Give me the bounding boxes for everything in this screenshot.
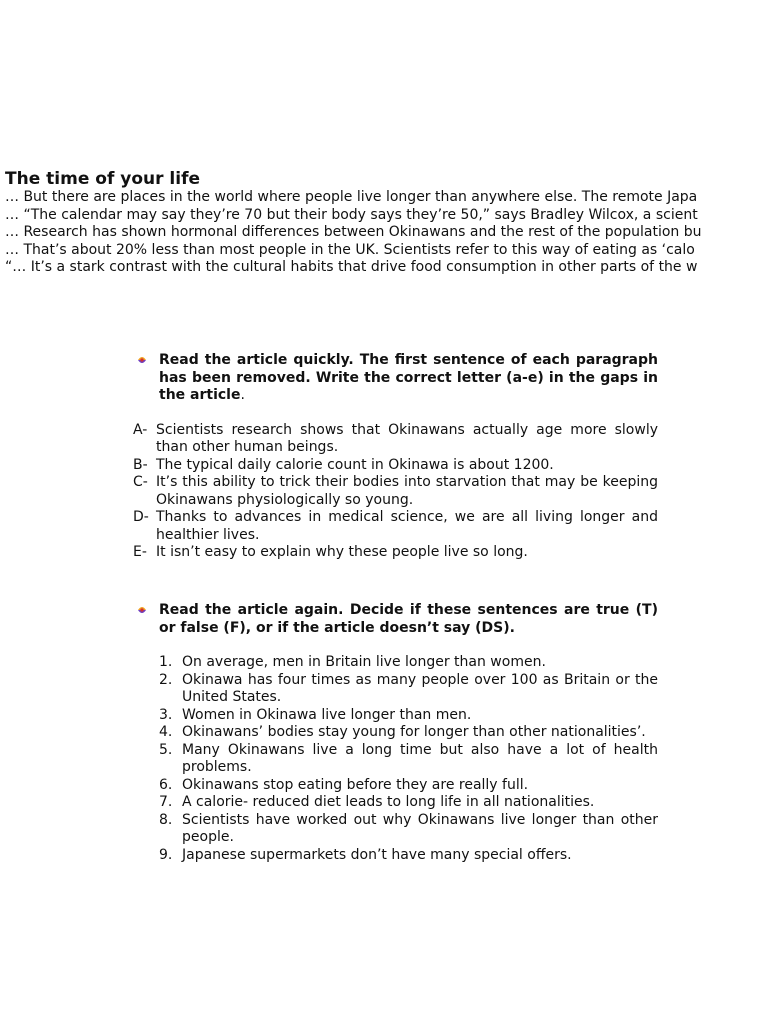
task-2-instruction (133, 602, 658, 637)
task-2 (133, 602, 658, 864)
statement-item (133, 777, 658, 795)
statement-number: 8. (159, 811, 173, 828)
option-item (133, 474, 658, 509)
statement-number: 9. (159, 846, 173, 863)
article-line: “… It’s a stark contrast with the cultural habits that drive food consumption in other parts of the w (5, 259, 698, 275)
option-letter: A- (133, 421, 148, 438)
article-line: … Research has shown hormonal differences between Okinawans and the rest of the population bu (5, 224, 702, 240)
statement-number: 4. (159, 724, 173, 740)
option-letter: E- (133, 544, 147, 560)
option-text: Scientists research shows that Okinawans actually age more slowly than other human beings. (156, 421, 658, 455)
statement-item (133, 847, 658, 865)
statement-number: 7. (159, 794, 173, 810)
statement-item (133, 742, 658, 777)
statement-number: 1. (159, 654, 173, 670)
colorful-bullet-icon (136, 354, 148, 366)
statement-item (133, 672, 658, 707)
statement-text: Okinawa has four times as many people over 100 as Britain or the United States. (182, 671, 658, 705)
statement-text: Japanese supermarkets don’t have many special offers. (182, 846, 572, 863)
statement-text: Okinawans’ bodies stay young for longer than other nationalities’. (182, 724, 646, 740)
option-letter: C- (133, 474, 148, 490)
statement-number: 2. (159, 671, 173, 688)
option-text: It’s this ability to trick their bodies into starvation that may be keeping Okinawans physiologically so young. (156, 474, 658, 508)
statement-text: A calorie- reduced diet leads to long life in all nationalities. (182, 794, 595, 810)
option-item (133, 422, 658, 457)
option-item (133, 509, 658, 544)
statement-item (133, 654, 658, 672)
colorful-bullet-icon (136, 604, 148, 616)
article-excerpt (5, 170, 768, 277)
task-1 (133, 352, 658, 562)
statement-item (133, 707, 658, 725)
statement-number: 3. (159, 706, 173, 723)
statement-text: On average, men in Britain live longer than women. (182, 654, 546, 670)
statement-number: 6. (159, 776, 173, 793)
statement-text: Many Okinawans live a long time but also have a lot of health problems. (182, 741, 658, 775)
task-1-instruction-text: Read the article quickly. The first sentence of each paragraph has been removed. Write the correct letter (a-e) in the gaps in the article (159, 352, 658, 403)
statement-item (133, 794, 658, 812)
article-line: … That’s about 20% less than most people in the UK. Scientists refer to this way of eating as ‘calo (5, 241, 695, 258)
statement-text: Scientists have worked out why Okinawans live longer than other people. (182, 811, 658, 845)
statement-item (133, 812, 658, 847)
task-2-instruction-text: Read the article again. Decide if these sentences are true (T) or false (F), or if the article doesn’t say (DS). (159, 602, 658, 636)
option-text: Thanks to advances in medical science, we are all living longer and healthier lives. (156, 509, 658, 543)
task-1-instruction-end: . (240, 387, 245, 403)
option-text: The typical daily calorie count in Okinawa is about 1200. (156, 456, 554, 473)
option-text: It isn’t easy to explain why these people live so long. (156, 544, 528, 560)
option-letter: D- (133, 509, 149, 525)
statement-number: 5. (159, 741, 173, 758)
statement-text: Women in Okinawa live longer than men. (182, 706, 472, 723)
statement-text: Okinawans stop eating before they are really full. (182, 776, 529, 793)
task-1-instruction (133, 352, 658, 405)
option-item (133, 544, 658, 562)
option-item (133, 457, 658, 475)
statement-item (133, 724, 658, 742)
article-line: … But there are places in the world where people live longer than anywhere else. The remote Japa (5, 189, 698, 205)
option-letter: B- (133, 456, 148, 473)
article-line: … “The calendar may say they’re 70 but their body says they’re 50,” says Bradley Wilcox, a scient (5, 206, 698, 223)
article-title: The time of your life (5, 170, 201, 189)
